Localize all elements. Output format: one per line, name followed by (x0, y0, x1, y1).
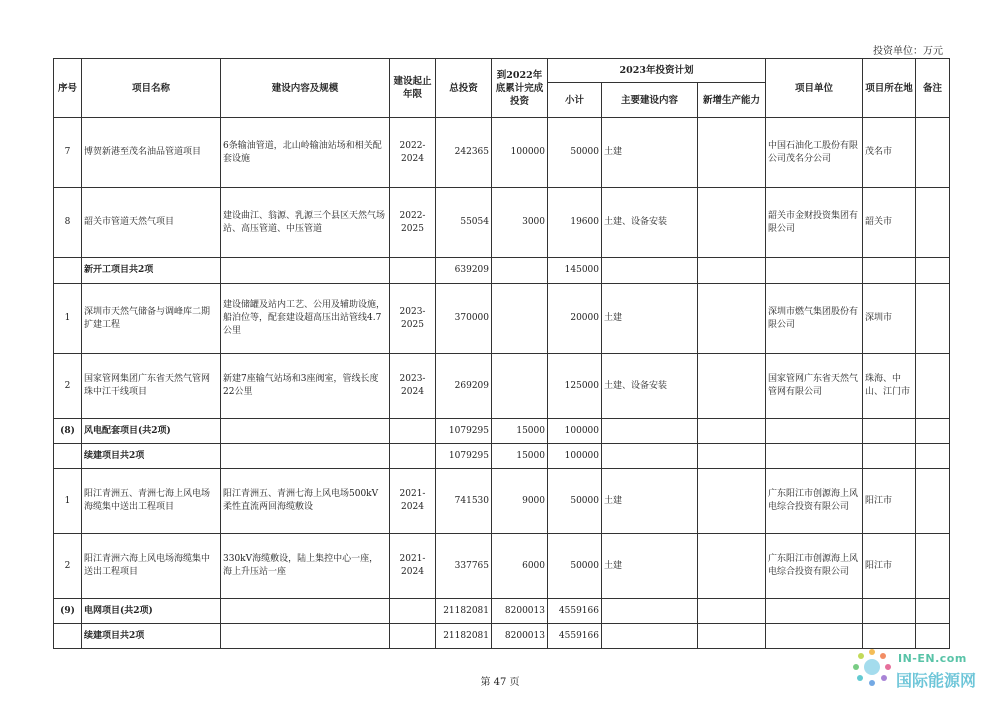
cell-seq: 7 (54, 118, 82, 188)
table-row (54, 534, 950, 599)
cell-subtotal-2023: 20000 (548, 284, 602, 354)
cell-main-content-2023 (602, 258, 698, 284)
cell-seq (54, 444, 82, 469)
cell-project-unit (766, 419, 863, 444)
cell-seq: 1 (54, 284, 82, 354)
cell-project-unit (766, 624, 863, 649)
cell-location: 阳江市 (863, 534, 916, 599)
cell-main-content-2023 (602, 444, 698, 469)
table-row (54, 419, 950, 444)
cell-construction-content (221, 258, 390, 284)
table-row (54, 354, 950, 419)
cell-project-name: 续建项目共2项 (82, 624, 221, 649)
cell-completed-investment (492, 354, 548, 419)
cell-subtotal-2023: 100000 (548, 444, 602, 469)
cell-new-capacity (698, 624, 766, 649)
cell-project-name: 新开工项目共2项 (82, 258, 221, 284)
cell-subtotal-2023: 50000 (548, 469, 602, 534)
cell-location: 韶关市 (863, 188, 916, 258)
cell-main-content-2023: 土建 (602, 534, 698, 599)
header-content: 建设内容及规模 (221, 59, 390, 118)
cell-project-unit: 深圳市燃气集团股份有限公司 (766, 284, 863, 354)
cell-project-name: 续建项目共2项 (82, 444, 221, 469)
cell-construction-content (221, 444, 390, 469)
cell-location (863, 624, 916, 649)
cell-project-name: 阳江青洲五、青洲七海上风电场海缆集中送出工程项目 (82, 469, 221, 534)
table-row (54, 188, 950, 258)
cell-remark (916, 284, 950, 354)
cell-completed-investment: 8200013 (492, 599, 548, 624)
cell-main-content-2023 (602, 624, 698, 649)
cell-location (863, 419, 916, 444)
header-subtotal: 小计 (548, 83, 602, 118)
cell-project-name: 风电配套项目(共2项) (82, 419, 221, 444)
cell-subtotal-2023: 125000 (548, 354, 602, 419)
cell-period: 2023-2024 (390, 354, 436, 419)
cell-location: 茂名市 (863, 118, 916, 188)
cell-period: 2023-2025 (390, 284, 436, 354)
cell-new-capacity (698, 444, 766, 469)
cell-subtotal-2023: 4559166 (548, 624, 602, 649)
cell-construction-content: 6条输油管道，北山岭输油站场和相关配套设施 (221, 118, 390, 188)
unit-label: 投资单位：万元 (873, 46, 943, 57)
cell-project-unit: 广东阳江市创源海上风电综合投资有限公司 (766, 534, 863, 599)
watermark (850, 646, 990, 700)
cell-completed-investment: 100000 (492, 118, 548, 188)
cell-remark (916, 444, 950, 469)
cell-completed-investment: 8200013 (492, 624, 548, 649)
cell-seq (54, 624, 82, 649)
cell-project-unit (766, 444, 863, 469)
cell-completed-investment: 9000 (492, 469, 548, 534)
cell-project-unit: 国家管网广东省天然气管网有限公司 (766, 354, 863, 419)
table-row (54, 469, 950, 534)
table-row (54, 599, 950, 624)
cell-construction-content (221, 419, 390, 444)
cell-remark (916, 419, 950, 444)
cell-completed-investment (492, 284, 548, 354)
cell-project-unit (766, 258, 863, 284)
cell-total-investment: 1079295 (436, 444, 492, 469)
cell-location: 深圳市 (863, 284, 916, 354)
cell-total-investment: 55054 (436, 188, 492, 258)
cell-project-unit: 中国石油化工股份有限公司茂名分公司 (766, 118, 863, 188)
table-row (54, 284, 950, 354)
cell-construction-content: 建设曲江、翁源、乳源三个县区天然气场站、高压管道、中压管道 (221, 188, 390, 258)
cell-completed-investment: 15000 (492, 444, 548, 469)
cell-completed-investment: 3000 (492, 188, 548, 258)
cell-period (390, 624, 436, 649)
cell-construction-content (221, 599, 390, 624)
header-plan-2023: 2023年投资计划 (548, 59, 766, 83)
sun-logo-icon (850, 646, 894, 690)
cell-main-content-2023: 土建、设备安装 (602, 354, 698, 419)
cell-completed-investment (492, 258, 548, 284)
cell-main-content-2023: 土建、设备安装 (602, 188, 698, 258)
cell-period (390, 444, 436, 469)
cell-construction-content (221, 624, 390, 649)
cell-total-investment: 21182081 (436, 624, 492, 649)
cell-total-investment: 370000 (436, 284, 492, 354)
watermark-cn: 国际能源网 (896, 671, 977, 690)
watermark-en: IN-EN.com (898, 652, 967, 665)
cell-remark (916, 188, 950, 258)
cell-project-unit: 韶关市金财投资集团有限公司 (766, 188, 863, 258)
cell-construction-content: 新建7座输气站场和3座阀室，管线长度22公里 (221, 354, 390, 419)
table-row (54, 118, 950, 188)
cell-period: 2022-2024 (390, 118, 436, 188)
cell-main-content-2023: 土建 (602, 469, 698, 534)
cell-period (390, 599, 436, 624)
header-unit: 项目单位 (766, 59, 863, 118)
cell-total-investment: 269209 (436, 354, 492, 419)
header-new-capacity: 新增生产能力 (698, 83, 766, 118)
header-remark: 备注 (916, 59, 950, 118)
header-name: 项目名称 (82, 59, 221, 118)
cell-project-name: 博贺新港至茂名油品管道项目 (82, 118, 221, 188)
cell-location (863, 599, 916, 624)
cell-project-name: 深圳市天然气储备与调峰库二期扩建工程 (82, 284, 221, 354)
cell-subtotal-2023: 4559166 (548, 599, 602, 624)
header-seq: 序号 (54, 59, 82, 118)
cell-construction-content: 阳江青洲五、青洲七海上风电场500kV柔性直流两回海缆敷设 (221, 469, 390, 534)
cell-seq: 1 (54, 469, 82, 534)
header-main-content: 主要建设内容 (602, 83, 698, 118)
header-total: 总投资 (436, 59, 492, 118)
cell-main-content-2023: 土建 (602, 284, 698, 354)
cell-seq: 8 (54, 188, 82, 258)
cell-construction-content: 建设储罐及站内工艺、公用及辅助设施，船泊位等，配套建设超高压出站管线4.7公里 (221, 284, 390, 354)
cell-new-capacity (698, 354, 766, 419)
cell-total-investment: 242365 (436, 118, 492, 188)
cell-period: 2021-2024 (390, 469, 436, 534)
cell-period: 2022-2025 (390, 188, 436, 258)
cell-location: 珠海、中山、江门市 (863, 354, 916, 419)
cell-remark (916, 469, 950, 534)
cell-remark (916, 354, 950, 419)
cell-subtotal-2023: 50000 (548, 118, 602, 188)
cell-new-capacity (698, 534, 766, 599)
cell-new-capacity (698, 469, 766, 534)
cell-new-capacity (698, 419, 766, 444)
table-row (54, 258, 950, 284)
cell-location: 阳江市 (863, 469, 916, 534)
cell-project-unit (766, 599, 863, 624)
cell-project-unit: 广东阳江市创源海上风电综合投资有限公司 (766, 469, 863, 534)
cell-subtotal-2023: 19600 (548, 188, 602, 258)
cell-construction-content: 330kV海缆敷设，陆上集控中心一座，海上升压站一座 (221, 534, 390, 599)
cell-subtotal-2023: 145000 (548, 258, 602, 284)
cell-main-content-2023 (602, 419, 698, 444)
cell-completed-investment: 15000 (492, 419, 548, 444)
table-row (54, 624, 950, 649)
cell-period: 2021-2024 (390, 534, 436, 599)
cell-remark (916, 118, 950, 188)
page-number: 第 47 页 (480, 677, 520, 688)
cell-seq: (9) (54, 599, 82, 624)
header-done: 到2022年底累计完成投资 (492, 59, 548, 118)
cell-location (863, 444, 916, 469)
cell-location (863, 258, 916, 284)
cell-total-investment: 337765 (436, 534, 492, 599)
cell-project-name: 韶关市管道天然气项目 (82, 188, 221, 258)
cell-main-content-2023 (602, 599, 698, 624)
cell-total-investment: 639209 (436, 258, 492, 284)
table-row (54, 444, 950, 469)
cell-total-investment: 21182081 (436, 599, 492, 624)
cell-project-name: 电网项目(共2项) (82, 599, 221, 624)
cell-completed-investment: 6000 (492, 534, 548, 599)
cell-total-investment: 1079295 (436, 419, 492, 444)
cell-remark (916, 599, 950, 624)
cell-project-name: 阳江青洲六海上风电场海缆集中送出工程项目 (82, 534, 221, 599)
cell-project-name: 国家管网集团广东省天然气管网珠中江干线项目 (82, 354, 221, 419)
cell-new-capacity (698, 118, 766, 188)
cell-seq (54, 258, 82, 284)
investment-table (53, 58, 950, 649)
header-location: 项目所在地 (863, 59, 916, 118)
cell-remark (916, 624, 950, 649)
cell-new-capacity (698, 188, 766, 258)
cell-remark (916, 534, 950, 599)
cell-new-capacity (698, 284, 766, 354)
cell-subtotal-2023: 100000 (548, 419, 602, 444)
header-period: 建设起止年限 (390, 59, 436, 118)
cell-seq: 2 (54, 354, 82, 419)
cell-new-capacity (698, 599, 766, 624)
cell-total-investment: 741530 (436, 469, 492, 534)
cell-new-capacity (698, 258, 766, 284)
cell-main-content-2023: 土建 (602, 118, 698, 188)
cell-period (390, 419, 436, 444)
cell-seq: 2 (54, 534, 82, 599)
cell-seq: (8) (54, 419, 82, 444)
cell-remark (916, 258, 950, 284)
cell-subtotal-2023: 50000 (548, 534, 602, 599)
cell-period (390, 258, 436, 284)
